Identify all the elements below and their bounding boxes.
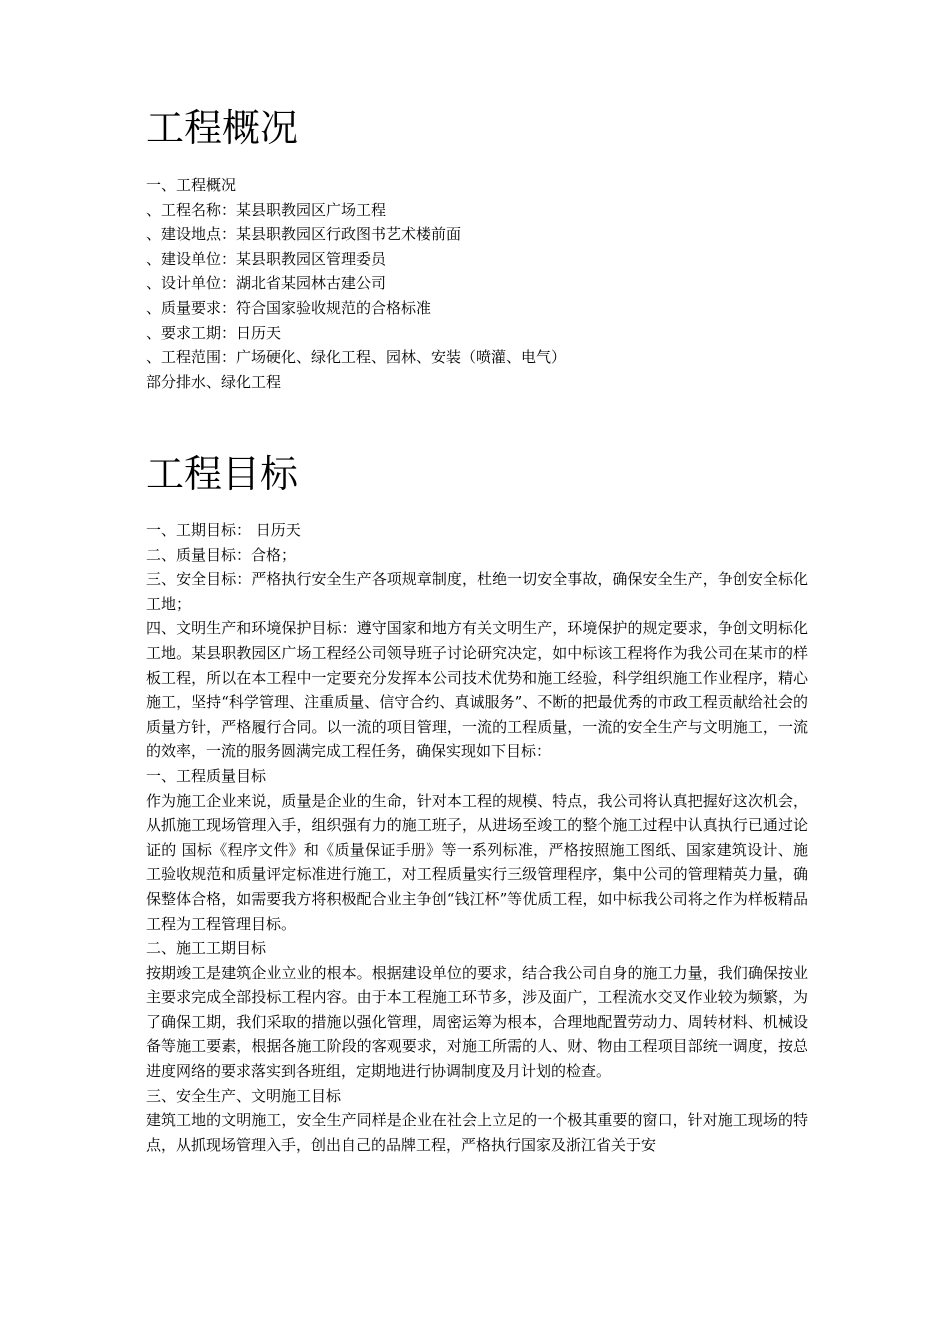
schedule-target-paragraph: 按期竣工是建筑企业立业的根本。根据建设单位的要求，结合我公司自身的施工力量，我们确保按业主要求完成全部投标工程内容。由于本工程施工环节多，涉及面广，工程流水交叉作业较为频繁，为了确保工期，我们采取的措施以强化管理，周密运筹为根本，合理地配置劳动力、周转材料、机械设备等施工要素，根据各施工阶段的客观要求，对施工所需的人、财、物由工程项目部统一调度，按总进度网络的要求落实到各班组，定期地进行协调制度及月计划的检查。 [146,963,808,1081]
section-heading-overview: 工程概况 [146,106,299,150]
overview-line-quality: 、质量要求：符合国家验收规范的合格标准 [146,298,432,317]
goal-quality: 二、质量目标：合格； [146,545,297,564]
section-heading-goals: 工程目标 [146,452,299,496]
subsection-heading-schedule: 二、施工工期目标 [146,939,267,958]
goal-safety: 三、安全目标：严格执行安全生产各项规章制度，杜绝一切安全事故，确保安全生产，争创安全标化工地； [146,570,808,613]
overview-line-designer: 、设计单位：湖北省某园林古建公司 [146,274,387,293]
overview-list [146,173,808,394]
subsection-heading-safety: 三、安全生产、文明施工目标 [146,1086,342,1105]
goal-schedule: 一、工期目标： 日历天 [146,521,301,539]
overview-line-location: 、建设地点：某县职教园区行政图书艺术楼前面 [146,225,462,244]
overview-line-scope-continued: 部分排水、绿化工程 [146,372,282,391]
safety-target-paragraph: 建筑工地的文明施工，安全生产同样是企业在社会上立足的一个极其重要的窗口，针对施工现场的特点，从抓现场管理入手，创出自己的品牌工程，严格执行国家及浙江省关于安 [146,1111,808,1154]
overview-line-scope: 、工程范围：广场硬化、绿化工程、园林、安装（喷灌、电气） [146,348,567,367]
overview-line-project-name: 、工程名称：某县职教园区广场工程 [146,200,387,219]
goal-civilized-production: 四、文明生产和环境保护目标：遵守国家和地方有关文明生产，环境保护的规定要求，争创文明标化工地。某县职教园区广场工程经公司领导班子讨论研究决定，如中标该工程将作为我公司在某市的样板工程，所以在本工程中一定要充分发挥本公司技术优势和施工经验，科学组织施工作业程序，精心施工，坚持“科学管理、注重质量、信守合约、真诚服务”、不断的把最优秀的市政工程贡献给社会的质量方针，严格履行合同。以一流的项目管理，一流的工程质量，一流的安全生产与文明施工，一流的效率，一流的服务圆满完成工程任务，确保实现如下目标： [146,619,808,761]
overview-line-duration: 、要求工期：日历天 [146,323,282,342]
goals-list [146,518,808,1157]
overview-line-client: 、建设单位：某县职教园区管理委员 [146,249,387,268]
subsection-heading-quality: 一、工程质量目标 [146,766,267,785]
overview-line: 一、工程概况 [146,176,237,194]
quality-target-paragraph: 作为施工企业来说，质量是企业的生命，针对本工程的规模、特点，我公司将认真把握好这次机会，从抓施工现场管理入手，组织强有力的施工班子，从进场至竣工的整个施工过程中认真执行已通过论证的 国标《程序文件》和《质量保证手册》等一系列标准，严格按照施工图纸、国家建筑设计、施工验收规范和质量评定标准进行施工，对工程质量实行三级管理程序，集中公司的管理精英力量，确保整体合格，如需要我方将积极配合业主争创“钱江杯”等优质工程，如中标我公司将之作为样板精品工程为工程管理目标。 [146,791,808,933]
